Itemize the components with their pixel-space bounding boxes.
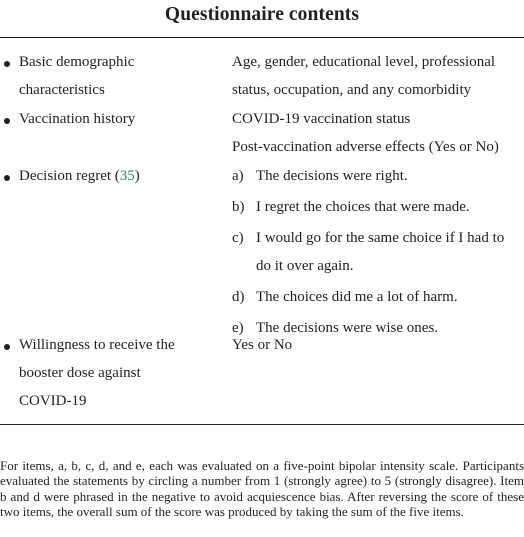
option-e: e) The decisions were wise ones.	[232, 320, 439, 336]
row-label	[19, 48, 209, 104]
option-c-continued: do it over again.	[256, 258, 354, 274]
row-label-line: Basic demographic	[19, 54, 135, 70]
row-label-line: Willingness to receive the	[19, 337, 175, 353]
row-content-line: Age, gender, educational level, professional	[232, 54, 496, 70]
row-label	[19, 105, 209, 133]
row-content-line: COVID-19 vaccination status	[232, 111, 411, 127]
table-title: Questionnaire contents	[164, 4, 360, 25]
citation-link[interactable]: 35	[119, 168, 135, 184]
row-content	[232, 331, 522, 359]
top-rule	[0, 37, 524, 38]
row-content	[232, 105, 522, 161]
option-b: b) I regret the choices that were made.	[232, 199, 470, 215]
table-footnote: For items, a, b, c, d, and e, each was evaluated on a five-point bipolar intensity scale. Participants evaluated the statements by circling a number from 1 (strongly agree) to 5 (strongly disagree). Item b and d were phrased in the negative to avoid acquiescence bias. After reversing the score of these two items, the overall sum of the score was produced by taking the sum of the five items.	[0, 458, 524, 520]
row-content-line: Post-vaccination adverse effects (Yes or No)	[232, 139, 499, 155]
option-c: c) I would go for the same choice if I had to	[232, 230, 505, 246]
row-content	[232, 48, 522, 104]
row-content-line: Yes or No	[232, 337, 293, 353]
bullet-icon	[4, 344, 10, 350]
option-a: a) The decisions were right.	[232, 168, 408, 184]
bullet-icon	[4, 61, 10, 67]
row-label-line: booster dose against	[19, 365, 141, 381]
bottom-rule	[0, 424, 524, 425]
row-content-line: status, occupation, and any comorbidity	[232, 82, 472, 98]
row-label	[19, 331, 209, 415]
option-d: d) The choices did me a lot of harm.	[232, 289, 458, 305]
row-label-line: COVID-19	[19, 393, 87, 409]
bullet-icon	[4, 175, 10, 181]
bullet-icon	[4, 118, 10, 124]
row-label-line: Vaccination history	[19, 111, 136, 127]
row-label-line: characteristics	[19, 82, 105, 98]
row-label: Decision regret (35)	[19, 168, 140, 184]
